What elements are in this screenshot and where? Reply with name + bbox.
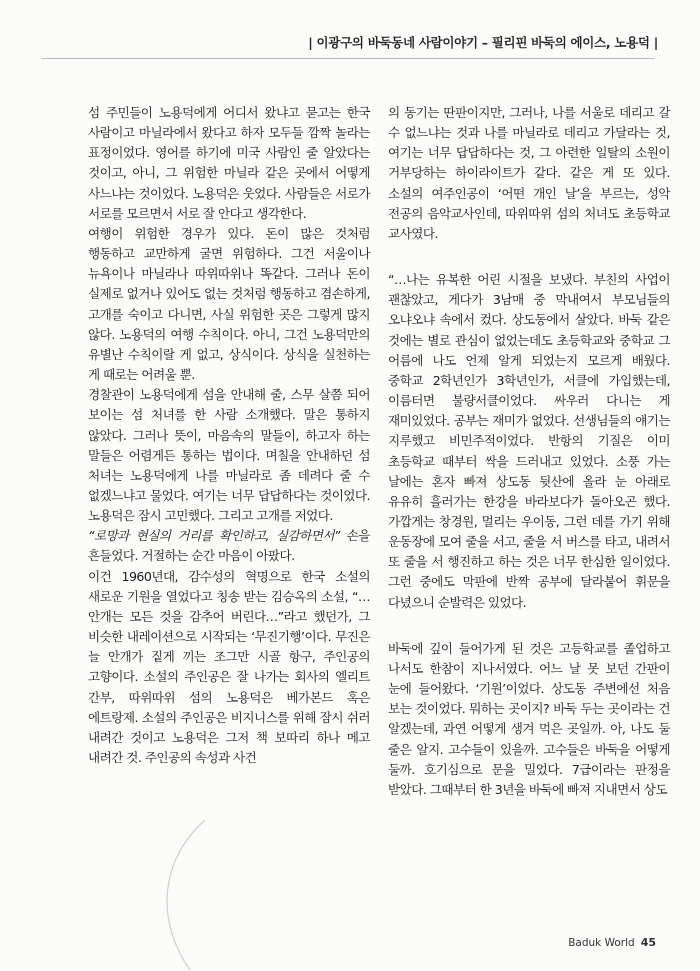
paragraph: 의 동기는 딴판이지만, 그러나, 나를 서울로 데리고 갈 수 없느냐는 것과 나를 마닐라로 데리고 가달라는 것, 여기는 너무 답답하다는 것, 그 아련한 일탈의 소원이 거부당하는 하이라이트가 같다. 같은 게 또 있다. 소설의 여주인공이 ‘어떤 개인 날’을 부르는, 성악 전공의 음악교사인데, 따위따위 섬의 처녀도 초등학교 교사였다. (388, 105, 670, 241)
magazine-name: Baduk World (568, 937, 635, 949)
page-footer (568, 936, 656, 949)
right-column (388, 103, 670, 800)
paragraph: 바둑에 깊이 들어가게 된 것은 고등학교를 졸업하고 나서도 한참이 지나서였다. 어느 날 못 보던 간판이 눈에 들어왔다. ‘기원’이었다. 상도동 주변에선 처음 보는 것이었다. 뭐하는 곳이지? 바둑 두는 곳이라는 건 알겠는데, 과연 어떻게 생겨 먹은 곳일까. 아, 나도 둘 줄은 알지. 고수들이 있을까. 고수들은 바둑을 어떻게 둘까. 호기심으로 문을 밀었다. 7급이라는 판정을 받았다. 그때부터 한 3년을 바둑에 빠져 지내면서 상도 (388, 640, 670, 797)
paragraph: 섬 주민들이 노용덕에게 어디서 왔냐고 묻고는 한국 사람이고 마닐라에서 왔다고 하자 모두들 깜짝 놀라는 표정이었다. 영어를 하기에 미국 사람인 줄 알았다는 것이고, 아니, 그 위험한 마닐라 같은 곳에서 어떻게 사느냐는 것이었다. 노용덕은 웃었다. 사람들은 서로가 서로를 모르면서 서로 잘 안다고 생각한다. (88, 105, 370, 221)
left-column (88, 103, 370, 768)
page-number: 45 (640, 936, 656, 949)
quote-continuation: 손을 흔들었다. 거절하는 순간 마음이 아팠다. (88, 528, 371, 564)
decorative-curve (150, 820, 210, 970)
paragraph-gap (388, 244, 670, 270)
running-header: | 이광구의 바둑동네 사람이야기 – 필리핀 바둑의 에이스, 노용덕 | (308, 35, 658, 50)
paragraph: 경찰관이 노용덕에게 섬을 안내해 줄, 스무 살쯤 되어 보이는 섬 처녀를 한 사람 소개했다. 말은 통하지 않았다. 그러나 뜻이, 마음속의 말들이, 하고자 하는 말들은 어렴게든 통하는 법이다. 며칠을 안내하던 섬 처녀는 노용덕에게 나를 마닐라로 좀 데려다 줄 수 없겠느냐고 물었다. 여기는 너무 답답하다는 것이었다. 노용덕은 잠시 고민했다. 그리고 고개를 저었다. (88, 387, 370, 524)
italic-quote: “로망과 현실의 거리를 확인하고, 실감하면서” (88, 528, 340, 544)
paragraph: 이건 1960년대, 감수성의 혁명으로 한국 소설의 새로운 기원을 열었다고 칭송 받는 김승옥의 소설, “…안개는 모든 것을 감추어 버린다…”라고 했던가, 그 비슷한 내레이션으로 시작되는 ‘무진기행’이다. 무진은 늘 안개가 짙게 끼는 조그만 시골 항구, 주인공의 고향이다. 소설의 주인공은 잘 나가는 회사의 엘리트 간부, 따위따위 섬의 노용덕은 베가본드 혹은 에트랑제. 소설의 주인공은 비지니스를 위해 잠시 쉬러 내려간 것이고 노용덕은 그저 책 보따리 하나 메고 내려간 것. 주인공의 속성과 사건 (88, 568, 370, 765)
header-rule (42, 58, 654, 59)
paragraph-gap (388, 613, 670, 639)
paragraph: “…나는 유복한 어린 시절을 보냈다. 부친의 사업이 괜찮았고, 게다가 3남매 중 막내여서 부모님들의 오냐오냐 속에서 컸다. 상도동에서 살았다. 바둑 같은 것에는 별로 관심이 없었는데도 초등학교와 중학교 그 어름에 나도 언제 알게 되었는지 모르게 배웠다. 중학교 2학년인가 3학년인가, 서클에 가입했는데, 이름터면 불량서클이었다. 싸우러 다니는 게 재미있었다. 공부는 재미가 없었다. 선생님들의 얘기는 지루했고 비민주적이었다. 반항의 기질은 이미 초등학교 때부터 싹을 드러내고 있었다. 소풍 가는 날에는 혼자 빠져 상도동 뒷산에 올라 눈 아래로 유유히 흘러가는 한강을 바라보다가 돌아오곤 했다. 가깝게는 창경원, 멀리는 우이동, 그런 데를 가기 위해 운동장에 모여 줄을 서고, 줄을 서 버스를 타고, 내려서 또 줄을 서 행진하고 하는 것은 너무 한심한 일이었다. 그런 중에도 막판에 반짝 공부에 달라붙어 휘문을 다녔으니 순발력은 있었다. (388, 272, 670, 610)
paragraph: 여행이 위험한 경우가 있다. 돈이 많은 것처럼 행동하고 교만하게 굴면 위험하다. 그건 서울이나 뉴욕이나 마닐라나 따위따위나 똑같다. 그러나 돈이 실제로 없거나 있어도 없는 것처럼 행동하고 겸손하게, 고개를 숙이고 다니면, 사실 위험한 곳은 그렇게 많지 않다. 노용덕의 여행 수칙이다. 아니, 그건 노용덕만의 유별난 수칙이랄 게 없고, 상식이다. 상식을 실천하는 게 때로는 어려울 뿐. (88, 225, 370, 383)
paragraph-quote (88, 526, 370, 566)
